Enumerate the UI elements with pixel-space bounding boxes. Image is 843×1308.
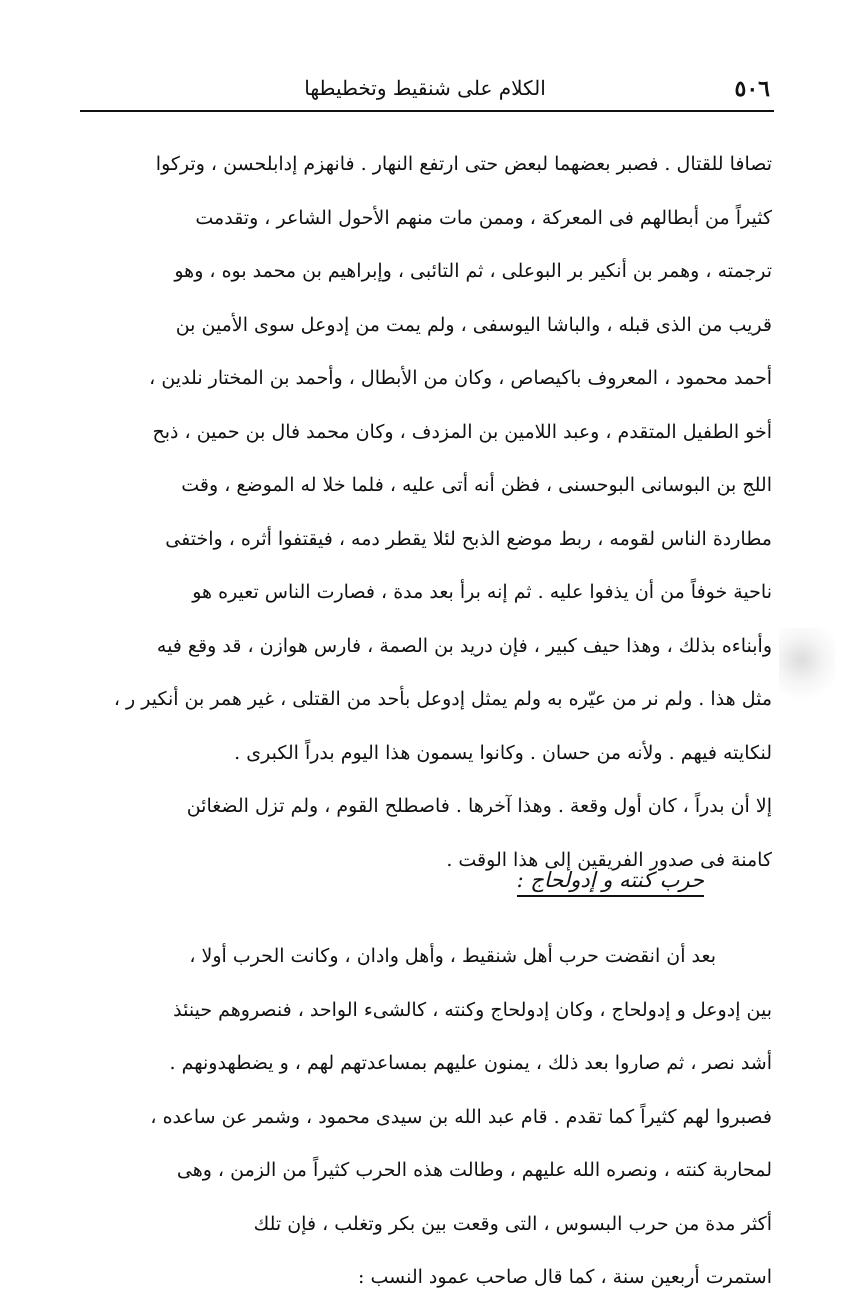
text-line: اللج بن البوسانى البوحسنى ، فظن أنه أتى عليه ، فلما خلا له الموضع ، وقت (181, 474, 772, 496)
text-line: استمرت أربعين سنة ، كما قال صاحب عمود النسب : (358, 1266, 772, 1288)
text-line: لنكايته فيهم . ولأنه من حسان . وكانوا يسمون هذا اليوم بدراً الكبرى . (234, 741, 772, 764)
text-line: ترجمته ، وهمر بن أنكير بر البوعلى ، ثم التائبى ، وإبراهيم بن محمد بوه ، وهو (174, 260, 772, 282)
text-line: لمحاربة كنته ، ونصره الله عليهم ، وطالت هذه الحرب كثيراً من الزمن ، وهى (176, 1159, 772, 1181)
text-line: فصبروا لهم كثيراً كما تقدم . قام عبد الله بن سيدى محمود ، وشمر عن ساعده ، (150, 1105, 772, 1128)
header-rule (80, 110, 774, 112)
text-line: بين إدوعل و إدولحاج ، وكان إدولحاج وكنته ، كالشىء الواحد ، فنصروهم حينئذ (173, 998, 772, 1021)
text-line: وأبناءه بذلك ، وهذا حيف كبير ، فإن دريد بن الصمة ، فارس هوازن ، قد وقع فيه (156, 634, 772, 657)
text-line: أحمد محمود ، المعروف باكيصاص ، وكان من الأبطال ، وأحمد بن المختار نلدين ، (149, 367, 772, 389)
margin-stain (779, 628, 835, 708)
paragraph-2 (72, 930, 772, 1305)
section-heading-block (72, 868, 766, 896)
section-heading (517, 868, 704, 896)
text-line: أكثر مدة من حرب البسوس ، التى وقعت بين بكر وتغلب ، فإن تلك (253, 1212, 772, 1235)
text-line: كامنة فى صدور الفريقين إلى هذا الوقت . (446, 848, 772, 871)
text-line: كثيراً من أبطالهم فى المعركة ، وممن مات منهم الأحول الشاعر ، وتقدمت (195, 206, 772, 229)
text-line: بعد أن انقضت حرب أهل شنقيط ، وأهل وادان ، وكانت الحرب أولا ، (189, 945, 716, 967)
text-line: قريب من الذى قبله ، والباشا اليوسفى ، ولم يمت من إدوعل سوى الأمين بن (175, 313, 772, 336)
text-line: تصافا للقتال . فصبر بعضهما لبعض حتى ارتفع النهار . فانهزم إدابلحسن ، وتركوا (155, 153, 772, 175)
text-line: مطاردة الناس لقومه ، ربط موضع الذبح لئلا يقطر دمه ، فيقتفوا أثره ، واختفى (165, 527, 772, 550)
page-number: ٥٠٦ (734, 76, 770, 102)
text-line: ناحية خوفاً من أن يذفوا عليه . ثم إنه برأ بعد مدة ، فصارت الناس تعيره هو (192, 581, 772, 603)
text-line: إلا أن بدراً ، كان أول وقعة . وهذا آخرها . فاصطلح القوم ، ولم تزل الضغائن (186, 795, 772, 817)
paragraph-1 (72, 138, 772, 887)
page-header (80, 70, 770, 110)
text-line: أشد نصر ، ثم صاروا بعد ذلك ، يمنون عليهم بمساعدتهم لهم ، و يضطهدونهم . (169, 1052, 772, 1074)
text-line: أخو الطفيل المتقدم ، وعبد اللامين بن المزدف ، وكان محمد فال بن حمين ، ذبح (152, 420, 772, 443)
section-heading-text: حرب كنته و إدولحاج : (517, 868, 704, 897)
running-title: الكلام على شنقيط وتخطيطها (304, 76, 546, 100)
text-line: مثل هذا . ولم نر من عيّره به ولم يمثل إدوعل بأحد من القتلى ، غير همر بن أنكير ر ، (113, 688, 772, 710)
